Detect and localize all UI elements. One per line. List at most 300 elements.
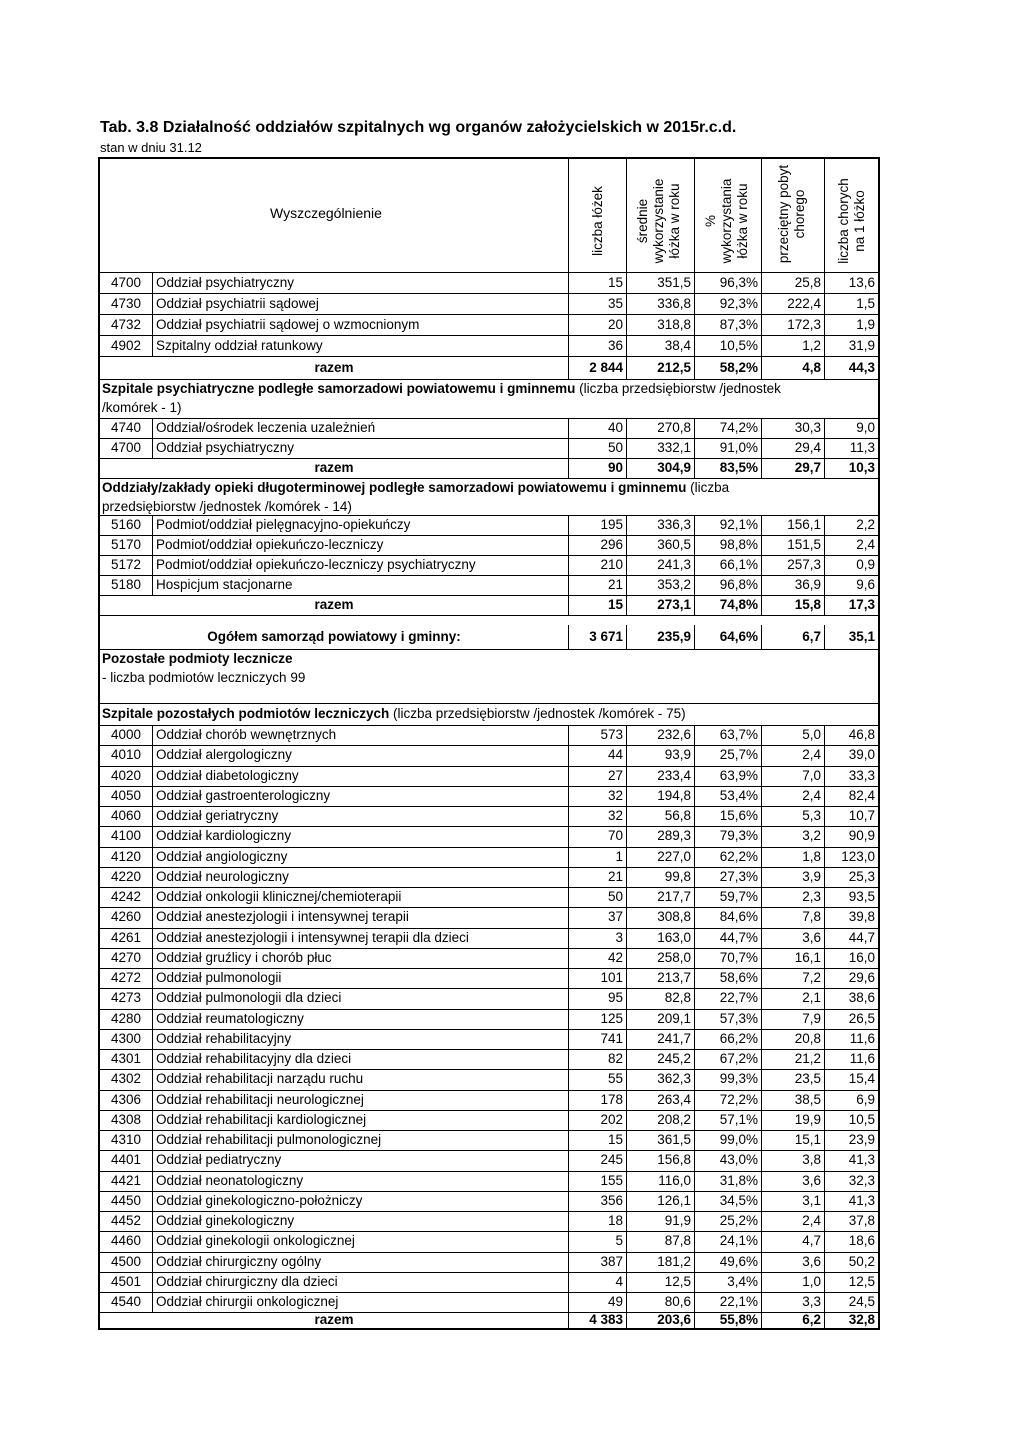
cell-beds: 101 [600, 970, 623, 985]
row-name: Oddział kardiologiczny [156, 828, 292, 844]
table-row [100, 418, 878, 438]
total-label: razem [314, 1312, 354, 1328]
cell-beds: 50 [607, 440, 623, 455]
table-row [100, 786, 878, 806]
cell-avg-usage: 360,5 [657, 537, 691, 552]
cell-avg-stay: 1,8 [802, 848, 821, 864]
cell-beds: 573 [600, 727, 623, 742]
cell-avg-usage: 362,3 [657, 1071, 691, 1087]
cell-patients-per-bed: 11,6 [849, 1030, 875, 1046]
grand-total-label: Ogółem samorząd powiatowy i gminny: [207, 629, 461, 644]
cell-patients-per-bed: 9,6 [856, 577, 875, 592]
row-code: 4273 [110, 990, 142, 1006]
row-code: 4220 [110, 868, 142, 884]
cell-avg-stay: 38,5 [794, 1091, 821, 1107]
table-row [100, 438, 878, 458]
row-name: Oddział anestezjologii i intensywnej terapii [156, 909, 409, 925]
cell-avg-stay: 29,4 [794, 440, 821, 455]
cell-avg-usage: 245,2 [657, 1051, 691, 1066]
row-code: 4740 [110, 420, 142, 435]
cell-avg-usage: 289,3 [657, 828, 691, 844]
section-heading: Oddziały/zakłady opieki długoterminowej podległe samorzadowi powiatowemu i gminnemu [102, 480, 687, 495]
section-heading-note: /komórek - 1) [102, 400, 182, 415]
row-code: 4421 [110, 1172, 142, 1188]
cell-patients-per-bed: 41,3 [848, 1152, 875, 1168]
cell-beds: 356 [600, 1192, 623, 1208]
cell-avg-stay: 20,8 [794, 1030, 821, 1046]
row-name: Oddział rehabilitacji narządu ruchu [156, 1071, 364, 1087]
row-name: Oddział chirurgiczny dla dzieci [156, 1273, 338, 1289]
row-code: 4730 [110, 296, 142, 311]
cell-avg-usage: 232,6 [657, 727, 691, 742]
cell-avg-stay: 257,3 [787, 557, 821, 572]
cell-avg-stay: 3,6 [802, 1253, 821, 1269]
cell-beds: 44 [607, 747, 623, 763]
row-code: 4500 [110, 1253, 142, 1269]
row-code: 4902 [110, 338, 142, 353]
cell-pct-usage: 63,7% [719, 727, 758, 742]
cell-avg-usage: 227,0 [657, 848, 691, 864]
cell-pct-usage: 43,0% [719, 1152, 758, 1168]
cell-avg-usage: 336,3 [657, 517, 691, 532]
total-row [100, 595, 878, 615]
row-name: Oddział rehabilitacyjny [156, 1030, 292, 1046]
cell-patients-per-bed: 23,9 [848, 1132, 875, 1147]
total-avg-stay: 4,8 [802, 360, 821, 375]
cell-beds: 202 [600, 1111, 623, 1127]
cell-beds: 40 [607, 420, 623, 435]
cell-pct-usage: 67,2% [719, 1051, 758, 1066]
cell-avg-stay: 30,3 [794, 420, 821, 435]
cell-avg-stay: 16,1 [794, 949, 821, 965]
data-table [98, 157, 880, 1330]
table-row [100, 1009, 878, 1029]
cell-avg-usage: 351,5 [657, 275, 691, 290]
cell-beds: 21 [607, 868, 623, 884]
row-name: Oddział psychiatryczny [156, 275, 295, 290]
total-avg-usage: 304,9 [657, 460, 691, 475]
row-name: Oddział pulmonologii dla dzieci [156, 990, 342, 1006]
cell-avg-usage: 332,1 [657, 440, 691, 455]
row-name: Oddział gastroenterologiczny [156, 787, 331, 803]
row-name: Oddział rehabilitacji kardiologicznej [156, 1111, 367, 1127]
table-row [100, 1049, 878, 1069]
row-code: 4700 [110, 275, 142, 290]
cell-patients-per-bed: 39,8 [848, 909, 875, 925]
row-code: 4308 [110, 1111, 142, 1127]
row-name: Oddział rehabilitacji neurologicznej [156, 1091, 364, 1107]
cell-avg-stay: 3,3 [802, 1294, 821, 1309]
cell-avg-stay: 1,0 [802, 1273, 821, 1289]
cell-pct-usage: 72,2% [719, 1091, 758, 1107]
section-other-providers [102, 649, 872, 703]
cell-patients-per-bed: 46,8 [848, 727, 875, 742]
table-row [100, 1069, 878, 1089]
table-row [100, 887, 878, 907]
cell-pct-usage: 49,6% [719, 1253, 758, 1269]
total-pct-usage: 74,8% [719, 597, 758, 612]
row-name: Oddział ginekologiczno-położniczy [156, 1192, 363, 1208]
table-row [100, 968, 878, 988]
row-name: Oddział chorób wewnętrznych [156, 727, 337, 742]
cell-patients-per-bed: 11,3 [849, 440, 875, 455]
cell-avg-usage: 194,8 [657, 787, 691, 803]
cell-avg-usage: 116,0 [658, 1172, 691, 1188]
cell-pct-usage: 79,3% [719, 828, 758, 844]
cell-avg-usage: 258,0 [657, 949, 691, 965]
cell-pct-usage: 63,9% [719, 767, 758, 783]
total-beds: 4 383 [589, 1312, 623, 1328]
cell-pct-usage: 98,8% [719, 537, 758, 552]
cell-patients-per-bed: 18,6 [848, 1233, 875, 1249]
cell-avg-usage: 336,8 [657, 296, 691, 311]
cell-pct-usage: 24,1% [719, 1233, 758, 1249]
cell-pct-usage: 96,3% [719, 275, 758, 290]
row-name: Podmiot/oddział opiekuńczo-leczniczy psychiatryczny [156, 557, 476, 572]
cell-beds: 35 [607, 296, 623, 311]
table-row [100, 826, 878, 846]
total-pct-usage: 83,5% [719, 460, 758, 475]
row-code: 5160 [110, 517, 142, 532]
cell-avg-stay: 3,9 [802, 868, 821, 884]
cell-patients-per-bed: 2,2 [856, 517, 875, 532]
cell-avg-usage: 209,1 [657, 1010, 691, 1026]
row-name: Oddział pulmonologii [156, 970, 282, 985]
cell-pct-usage: 53,4% [719, 787, 758, 803]
cell-beds: 125 [600, 1010, 623, 1026]
row-code: 4120 [110, 848, 142, 864]
total-pct-usage: 58,2% [719, 360, 758, 375]
row-code: 4060 [110, 808, 142, 823]
cell-patients-per-bed: 82,4 [848, 787, 875, 803]
cell-pct-usage: 22,1% [719, 1294, 758, 1309]
total-avg-stay: 6,2 [802, 1312, 821, 1328]
cell-avg-usage: 181,2 [657, 1253, 691, 1269]
cell-patients-per-bed: 2,4 [856, 537, 875, 552]
table-row [100, 766, 878, 786]
table-row [100, 335, 878, 356]
row-code: 4260 [110, 909, 142, 925]
table-row [100, 928, 878, 948]
total-pct-usage: 55,8% [719, 1312, 758, 1328]
row-name: Oddział anestezjologii i intensywnej terapii dla dzieci [156, 929, 469, 945]
cell-beds: 387 [600, 1253, 623, 1269]
section-psychiatric-hospitals [102, 379, 872, 418]
row-code: 4000 [110, 727, 142, 742]
row-name: Oddział geriatryczny [156, 808, 279, 823]
cell-pct-usage: 91,0% [719, 440, 758, 455]
table-header [100, 159, 878, 273]
cell-avg-usage: 270,8 [657, 420, 691, 435]
row-name: Oddział/ośrodek leczenia uzależnień [156, 420, 376, 435]
cell-patients-per-bed: 26,5 [848, 1010, 875, 1026]
cell-beds: 3 [615, 929, 623, 945]
table-row [100, 1272, 878, 1292]
cell-avg-stay: 19,9 [794, 1111, 821, 1127]
total-label: razem [314, 360, 354, 375]
cell-patients-per-bed: 24,5 [848, 1294, 875, 1309]
row-name: Oddział rehabilitacji pulmonologicznej [156, 1132, 382, 1147]
cell-pct-usage: 58,6% [719, 970, 758, 985]
table-row [100, 1171, 878, 1191]
cell-avg-stay: 7,9 [802, 1010, 821, 1026]
cell-beds: 27 [607, 767, 623, 783]
total-patients-per-bed: 10,3 [848, 460, 875, 475]
cell-avg-stay: 21,2 [794, 1051, 821, 1066]
cell-avg-stay: 156,1 [787, 517, 821, 532]
cell-beds: 741 [600, 1030, 623, 1046]
section-heading: Szpitale pozostałych podmiotów leczniczych [102, 706, 390, 721]
total-avg-usage: 273,1 [657, 597, 691, 612]
row-name: Oddział psychiatryczny [156, 440, 295, 455]
cell-pct-usage: 57,1% [719, 1111, 758, 1127]
cell-pct-usage: 15,6% [719, 808, 758, 823]
cell-patients-per-bed: 31,9 [848, 338, 875, 353]
cell-beds: 42 [607, 949, 623, 965]
section-heading: Pozostałe podmioty lecznicze [102, 651, 293, 666]
cell-beds: 1 [615, 848, 623, 864]
cell-patients-per-bed: 9,0 [856, 420, 875, 435]
cell-avg-stay: 172,3 [787, 317, 821, 332]
cell-pct-usage: 92,1% [719, 517, 758, 532]
cell-avg-usage: 361,5 [657, 1132, 691, 1147]
cell-patients-per-bed: 11,6 [849, 1051, 875, 1066]
row-name: Oddział rehabilitacyjny dla dzieci [156, 1051, 352, 1066]
cell-avg-stay: 25,8 [794, 275, 821, 290]
table-row [100, 745, 878, 765]
cell-avg-stay: 4,7 [802, 1233, 821, 1249]
row-name: Oddział reumatologiczny [156, 1010, 304, 1026]
row-code: 4302 [110, 1071, 142, 1087]
table-row [100, 272, 878, 293]
cell-avg-stay: 3,8 [802, 1152, 821, 1168]
cell-avg-stay: 15,1 [794, 1132, 821, 1147]
row-code: 4501 [110, 1273, 142, 1289]
cell-avg-usage: 213,7 [657, 970, 691, 985]
cell-beds: 155 [600, 1172, 623, 1188]
cell-pct-usage: 66,1% [719, 557, 758, 572]
cell-avg-stay: 23,5 [794, 1071, 821, 1087]
table-row [100, 535, 878, 555]
cell-beds: 18 [607, 1213, 623, 1228]
cell-avg-usage: 353,2 [657, 577, 691, 592]
total-avg-stay: 6,7 [802, 629, 821, 644]
cell-pct-usage: 84,6% [719, 909, 758, 925]
cell-avg-usage: 126,1 [657, 1192, 691, 1208]
cell-pct-usage: 27,3% [719, 868, 758, 884]
total-patients-per-bed: 32,8 [848, 1312, 875, 1328]
cell-avg-stay: 3,1 [802, 1192, 821, 1208]
cell-patients-per-bed: 39,0 [848, 747, 875, 763]
row-name: Podmiot/oddział pielęgnacyjno-opiekuńczy [156, 517, 411, 532]
cell-patients-per-bed: 33,3 [848, 767, 875, 783]
cell-avg-usage: 208,2 [657, 1111, 691, 1127]
cell-pct-usage: 99,0% [719, 1132, 758, 1147]
table-row [100, 1150, 878, 1170]
table-row [100, 907, 878, 927]
row-name: Oddział pediatryczny [156, 1152, 282, 1168]
cell-pct-usage: 10,5% [719, 338, 758, 353]
row-code: 4100 [110, 828, 142, 844]
cell-patients-per-bed: 13,6 [848, 275, 875, 290]
cell-avg-usage: 308,8 [657, 909, 691, 925]
total-patients-per-bed: 44,3 [848, 360, 875, 375]
cell-pct-usage: 92,3% [719, 296, 758, 311]
cell-avg-stay: 5,3 [802, 808, 821, 823]
section-heading-note: (liczba przedsiębiorstw /jednostek [575, 381, 781, 396]
total-pct-usage: 64,6% [719, 629, 758, 644]
cell-beds: 37 [607, 909, 623, 925]
total-beds: 3 671 [589, 629, 623, 644]
row-code: 4272 [110, 970, 142, 985]
cell-pct-usage: 62,2% [719, 848, 758, 864]
cell-avg-usage: 233,4 [657, 767, 691, 783]
cell-beds: 210 [600, 557, 623, 572]
cell-avg-usage: 217,7 [657, 889, 691, 904]
cell-pct-usage: 31,8% [719, 1172, 758, 1188]
cell-beds: 178 [600, 1091, 623, 1107]
table-row [100, 1211, 878, 1231]
cell-patients-per-bed: 15,4 [848, 1071, 875, 1087]
cell-avg-usage: 241,3 [657, 557, 691, 572]
cell-avg-usage: 93,9 [664, 747, 691, 763]
total-patients-per-bed: 35,1 [848, 629, 875, 644]
row-code: 5172 [110, 557, 142, 572]
cell-beds: 20 [607, 317, 623, 332]
cell-pct-usage: 3,4% [727, 1273, 758, 1289]
cell-avg-stay: 222,4 [787, 296, 821, 311]
cell-avg-stay: 151,5 [787, 537, 821, 552]
cell-beds: 15 [607, 1132, 623, 1147]
row-code: 4450 [110, 1192, 142, 1208]
cell-avg-usage: 241,7 [657, 1030, 691, 1046]
table-row [100, 575, 878, 595]
cell-beds: 95 [607, 990, 623, 1006]
table-row [100, 1130, 878, 1150]
cell-patients-per-bed: 41,3 [848, 1192, 875, 1208]
header-description: Wyszczególnienie [270, 205, 382, 221]
table-row [100, 1292, 878, 1312]
total-row [100, 1312, 878, 1328]
total-avg-usage: 235,9 [657, 629, 691, 644]
cell-avg-usage: 56,8 [664, 808, 691, 823]
row-code: 4010 [110, 747, 142, 763]
row-name: Oddział alergologiczny [156, 747, 292, 763]
cell-pct-usage: 22,7% [719, 990, 758, 1006]
table-row [100, 725, 878, 745]
cell-patients-per-bed: 6,9 [856, 1091, 875, 1107]
cell-avg-usage: 263,4 [657, 1091, 691, 1107]
cell-beds: 82 [607, 1051, 623, 1066]
row-code: 4540 [110, 1294, 142, 1309]
cell-beds: 32 [607, 808, 623, 823]
row-code: 4020 [110, 767, 142, 783]
cell-avg-stay: 7,8 [802, 909, 821, 925]
cell-avg-stay: 36,9 [794, 577, 821, 592]
cell-beds: 55 [607, 1071, 623, 1087]
cell-avg-usage: 82,8 [664, 990, 691, 1006]
header-avg-stay: przeciętny pobyt chorego [776, 164, 807, 264]
table-row [100, 847, 878, 867]
cell-patients-per-bed: 0,9 [856, 557, 875, 572]
row-code: 5170 [110, 537, 142, 552]
row-code: 4700 [110, 440, 142, 455]
row-code: 4280 [110, 1010, 142, 1026]
row-code: 4310 [110, 1132, 142, 1147]
total-label: razem [314, 597, 354, 612]
row-name: Szpitalny oddział ratunkowy [156, 338, 323, 353]
total-beds: 15 [607, 597, 623, 612]
cell-patients-per-bed: 12,5 [848, 1273, 875, 1289]
cell-patients-per-bed: 10,5 [848, 1111, 875, 1127]
cell-beds: 4 [615, 1273, 623, 1289]
cell-beds: 32 [607, 787, 623, 803]
cell-beds: 296 [600, 537, 623, 552]
total-avg-usage: 212,5 [657, 360, 691, 375]
section-long-term-care [102, 478, 872, 515]
total-patients-per-bed: 17,3 [848, 597, 875, 612]
table-row [100, 988, 878, 1008]
cell-pct-usage: 59,7% [719, 889, 758, 904]
cell-avg-usage: 99,8 [664, 868, 691, 884]
cell-beds: 50 [607, 889, 623, 904]
table-row [100, 1090, 878, 1110]
cell-beds: 49 [607, 1294, 623, 1309]
cell-beds: 15 [607, 275, 623, 290]
header-beds: liczba łóżek [590, 186, 605, 256]
cell-beds: 21 [607, 577, 623, 592]
table-row [100, 1252, 878, 1272]
cell-avg-stay: 2,4 [802, 787, 821, 803]
cell-avg-stay: 2,3 [802, 889, 821, 904]
cell-beds: 245 [600, 1152, 623, 1168]
grand-total-row [100, 625, 878, 649]
row-code: 4401 [110, 1152, 142, 1168]
table-row [100, 1231, 878, 1251]
section-heading: Szpitale psychiatryczne podległe samorzadowi powiatowemu i gminnemu [102, 381, 576, 396]
cell-pct-usage: 96,8% [719, 577, 758, 592]
cell-avg-stay: 5,0 [802, 727, 821, 742]
cell-pct-usage: 70,7% [719, 949, 758, 965]
cell-patients-per-bed: 123,0 [841, 848, 875, 864]
cell-avg-usage: 163,0 [657, 929, 691, 945]
table-row [100, 1029, 878, 1049]
row-name: Oddział ginekologii onkologicznej [156, 1233, 355, 1249]
cell-pct-usage: 57,3% [719, 1010, 758, 1026]
cell-beds: 70 [607, 828, 623, 844]
cell-patients-per-bed: 44,7 [848, 929, 875, 945]
total-row [100, 356, 878, 379]
cell-avg-stay: 2,4 [802, 747, 821, 763]
total-avg-stay: 29,7 [794, 460, 821, 475]
cell-avg-usage: 156,8 [657, 1152, 691, 1168]
total-avg-stay: 15,8 [794, 597, 821, 612]
cell-avg-stay: 3,2 [802, 828, 821, 844]
cell-patients-per-bed: 38,6 [848, 990, 875, 1006]
table-row [100, 1191, 878, 1211]
section-heading-note: przedsiębiorstw /jednostek /komórek - 14) [102, 499, 352, 514]
cell-patients-per-bed: 25,3 [848, 868, 875, 884]
cell-avg-stay: 7,2 [802, 970, 821, 985]
table-row [100, 867, 878, 887]
cell-avg-usage: 87,8 [664, 1233, 691, 1249]
row-name: Oddział neonatologiczny [156, 1172, 304, 1188]
header-avg-usage: średnie wykorzystanie łóżka w roku [635, 178, 682, 264]
cell-avg-stay: 2,1 [802, 990, 821, 1006]
row-code: 4050 [110, 787, 142, 803]
cell-patients-per-bed: 90,9 [848, 828, 875, 844]
cell-beds: 195 [600, 517, 623, 532]
